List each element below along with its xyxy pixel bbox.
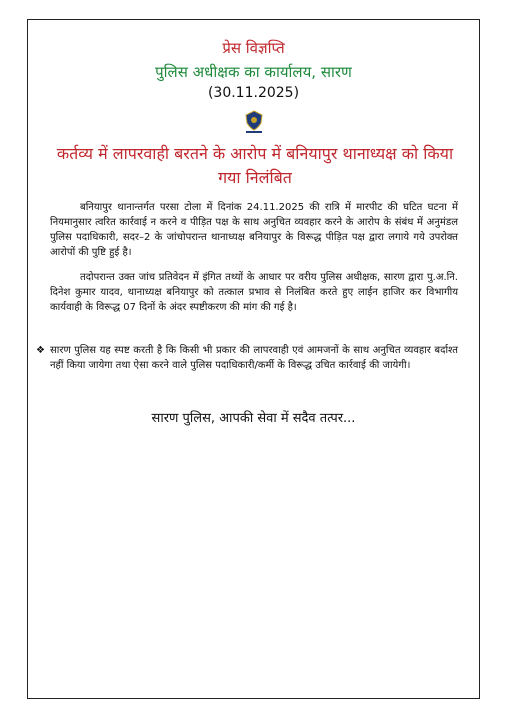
press-release-title: प्रेस विज्ञप्ति — [222, 39, 285, 57]
paragraph-1: बनियापुर थानान्तर्गत परसा टोला में दिनांक 24.11.2025 की रात्रि में मारपीट की घटित घटना में नियमानुसार त्वरित कार्रवाई न करने व पीड़ित पक्ष के साथ अनुचित व्यवहार करने के आरोप के संबंध में अनुमंडल पुलिस पदाधिकारी, सदर–2 के जांचोपरान्त थानाध्यक्ष बनियापुर के विरूद्ध पीड़ित पक्ष द्वारा लगाये गये उपरोक्त आरोपों की पुष्टि हुई है। — [50, 202, 458, 258]
paragraph-2: तदोपरान्त उक्त जांच प्रतिवेदन में इंगित तथ्यों के आधार पर वरीय पुलिस अधीक्षक, सारण द्वारा पु.अ.नि. दिनेश कुमार यादव, थानाध्यक्ष बनियापुर को तत्काल प्रभाव से निलंबित करते हुए लाईन हाजिर कर विभागीय कार्यवाही के विरूद्ध 07 दिनों के अंदर स्पष्टीकरण की मांग की गई है। — [50, 272, 458, 313]
police-emblem-icon — [240, 110, 268, 134]
tagline: सारण पुलिस, आपकी सेवा में सदैव तत्पर... — [151, 411, 356, 426]
headline: कर्तव्य में लापरवाही बरतने के आरोप में बनियापुर थानाध्यक्ष को किया गया निलंबित — [56, 144, 454, 187]
diamond-bullet-icon: ❖ — [36, 345, 45, 356]
office-name: पुलिस अधीक्षक का कार्यालय, सारण — [155, 63, 352, 81]
bullet-statement — [36, 343, 458, 373]
bullet-text: सारण पुलिस यह स्पष्ट करती है कि किसी भी प्रकार की लापरवाही एवं आमजनों के साथ अनुचित व्यवहार बर्दाश्त नहीं किया जायेगा तथा ऐसा करने वाले पुलिस पदाधिकारी/कर्मी के विरूद्ध उचित कार्रवाई की जायेगी। — [50, 345, 458, 371]
release-date: (30.11.2025) — [207, 85, 300, 101]
